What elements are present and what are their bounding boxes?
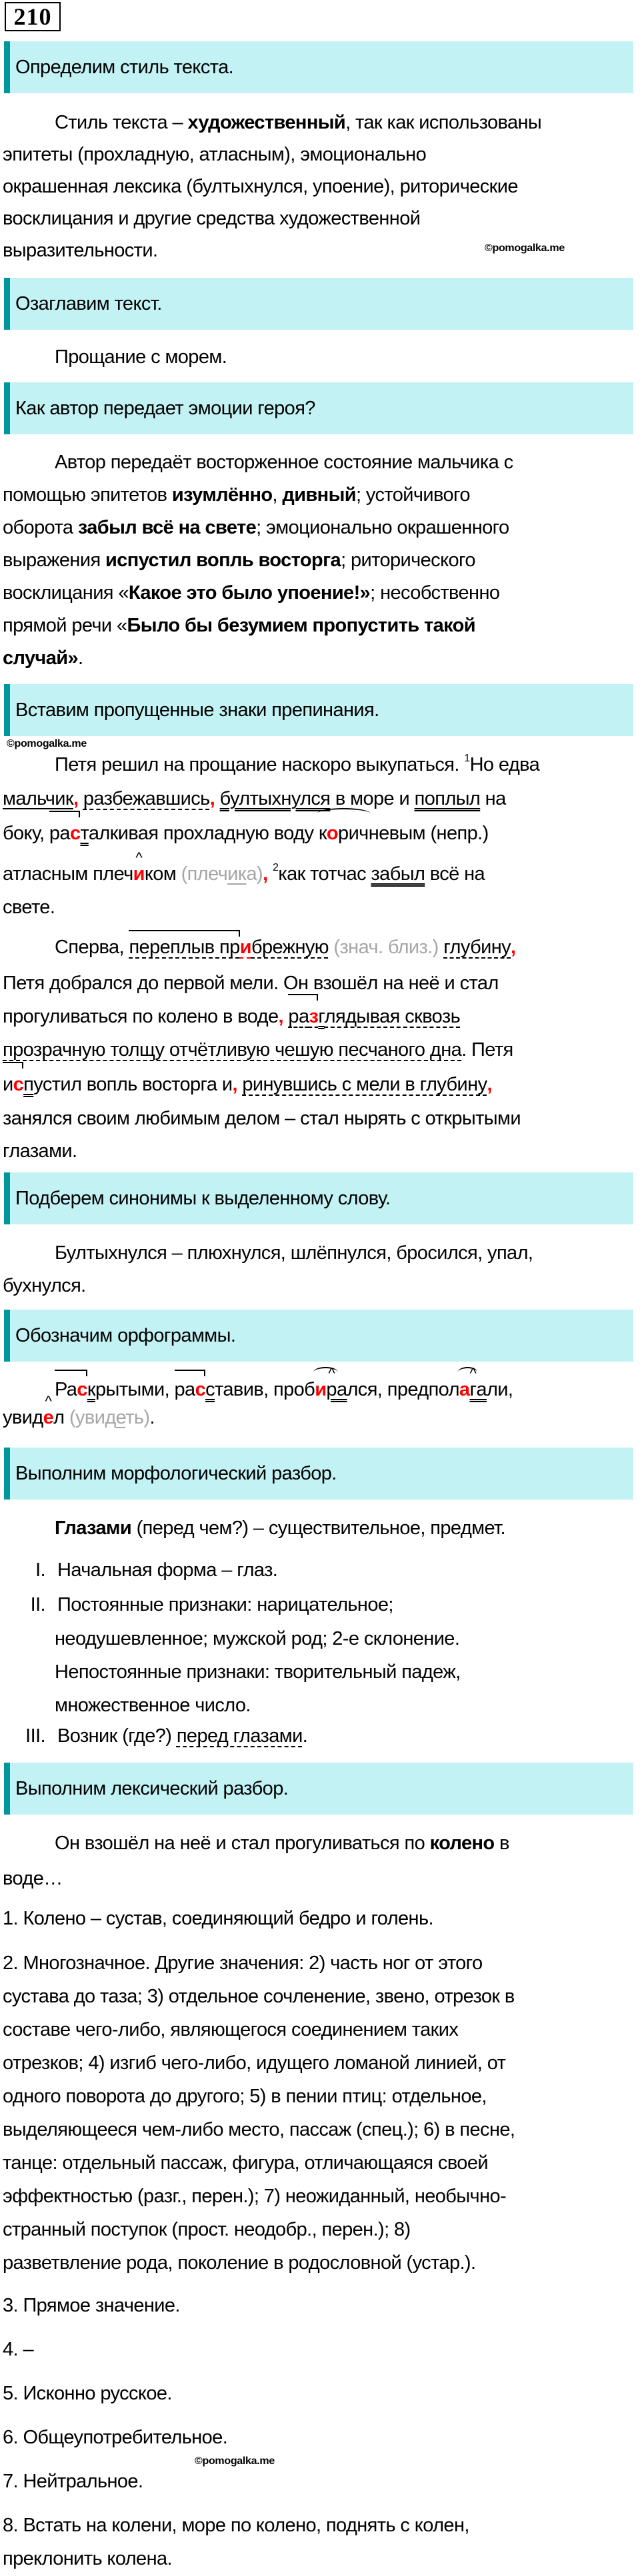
exercise-line: Петя решил на прощание наскоро выкупаться. $^1$Но едва [55,753,540,775]
lexical-point: выделяющееся чем-либо место, пассаж (спец.); 6) в песне, [3,2119,515,2140]
task-number: 210 [5,2,61,31]
watermark: ©pomogalka.me [7,738,87,749]
lexical-intro: Он взошёл на неё и стал прогуливаться по колено в [55,1833,509,1854]
paragraph-line: восклицания «Какое это было упоение!»; несобственно [3,582,500,604]
paragraph-line: Стиль текста – художественный, так как использованы [55,112,542,133]
lexical-point: 8. Встать на колени, море по колено, поднять с колен, [3,2515,469,2536]
lexical-point: 7. Нейтральное. [3,2471,143,2492]
morph-item-line: неодушевленное; мужской род; 2-е склонение. [55,1628,460,1649]
morph-item: III. Возник (где?) перед глазами. [25,1725,308,1747]
exercise-line: Петя добрался до первой мели. Он взошёл на неё и стал [3,973,499,994]
exercise-line: занялся своим любимым делом – стал нырять с открытыми [3,1108,521,1129]
section-header-title: Озаглавим текст. [4,278,633,330]
paragraph-line: выражения испустил вопль восторга; риторического [3,550,475,571]
exercise-line: глазами. [3,1140,77,1162]
watermark: ©pomogalka.me [485,242,565,254]
morph-item: II. Постоянные признаки: нарицательное; [30,1594,393,1615]
lexical-point: 1. Колено – сустав, соединяющий бедро и голень. [3,1908,433,1929]
section-header-lexical: Выполним лексический разбор. [4,1763,633,1815]
paragraph-line: окрашенная лексика (бултыхнулся, упоение), риторические [3,176,518,197]
section-header-synonyms: Подберем синонимы к выделенному слову. [4,1172,633,1224]
lexical-point: странный поступок (прост. неодобр., перен.); 8) [3,2219,411,2240]
paragraph-line: прямой речи «Было бы безумием пропустить такой [3,615,476,636]
section-header-orthograms: Обозначим орфограммы. [4,1310,633,1362]
lexical-point: 3. Прямое значение. [3,2295,180,2316]
exercise-line: свете. [3,897,55,918]
morph-item-line: Непостоянные признаки: творительный падеж, [55,1661,461,1683]
exercise-line: мальчик, разбежавшись, бултыхнулся в море и поплыл на [3,788,506,809]
lexical-point: преклонить колена. [3,2548,172,2569]
lexical-point: танце: отдельный пассаж, фигура, отличающаяся своей [3,2152,488,2174]
paragraph-line: Бултыхнулся – плюхнулся, шлёпнулся, бросился, упал, [55,1242,533,1264]
section-header-morphology: Выполним морфологический разбор. [4,1448,633,1500]
paragraph-line: бухнулся. [3,1275,86,1296]
paragraph-line: Прощание с морем. [55,346,227,368]
lexical-point: одного поворота до другого; 5) в пении птиц: отдельное, [3,2086,487,2107]
lexical-point: 2. Многозначное. Другие значения: 2) часть ног от этого [3,1952,483,1974]
section-header-style: Определим стиль текста. [4,41,633,93]
exercise-line: боку, расталкивая прохладную воду коричневым (непр.) [0,817,640,849]
paragraph-line: Автор передаёт восторженное состояние мальчика с [55,452,513,473]
lexical-point: отрезков; 4) изгиб чего-либо, идущего ломаной линией, от [3,2052,506,2074]
lexical-point: составе чего-либо, являющегося соединением таких [3,2019,459,2040]
watermark: ©pomogalka.me [195,2455,275,2467]
exercise-line: атласным плечи ^ком (плечика), $^2$как тотчас забыл всё на [0,858,640,890]
morph-item: I. Начальная форма – глаз. [35,1559,278,1581]
section-header-emotions: Как автор передает эмоции героя? [4,382,633,434]
exercise-line: Сперва, переплыв прибрежную (знач. близ.) глубину, [55,937,516,958]
lexical-point: разветвление рода, поколение в родословной (устар.). [3,2252,476,2274]
section-header-punctuation: Вставим пропущенные знаки препинания. [4,684,633,736]
paragraph-line: оборота забыл всё на свете; эмоционально окрашенного [3,517,509,538]
exercise-line: испустил вопль восторга и, ринувшись с мели в глубину, [0,1069,640,1100]
exercise-line: прозрачную толщу отчётливую чешую песчаного дна. Петя [3,1039,513,1061]
exercise-line: прогуливаться по колено в воде, разглядывая сквозь [0,1001,640,1033]
morph-item-line: множественное число. [55,1695,251,1716]
paragraph-line: случай». [3,647,83,669]
lexical-point: сустава до таза; 3) отдельное сочленение, звено, отрезок в [3,1986,515,2007]
lexical-point: 4. – [3,2339,33,2360]
lexical-point: 6. Общеупотребительное. [3,2427,228,2448]
orthogram-line: увиде ^л (увидеть). [0,1404,640,1431]
paragraph-line: восклицания и другие средства художественной [3,208,421,229]
lexical-point: 5. Исконно русское. [3,2383,172,2404]
lexical-intro: воде… [3,1868,63,1889]
lexical-point: эффектностью (разг., перен.); 7) неожиданный, необычно- [3,2186,507,2207]
paragraph-line: эпитеты (прохладную, атласным), эмоционально [3,144,427,165]
morph-intro: Глазами (перед чем?) – существительное, предмет. [55,1517,505,1539]
orthogram-line: Раскрытыми, расставив, пробир ^ался, предполаг ^али, [0,1376,640,1403]
paragraph-line: выразительности. [3,240,158,261]
paragraph-line: помощью эпитетов изумлённо, дивный; устойчивого [3,484,470,506]
